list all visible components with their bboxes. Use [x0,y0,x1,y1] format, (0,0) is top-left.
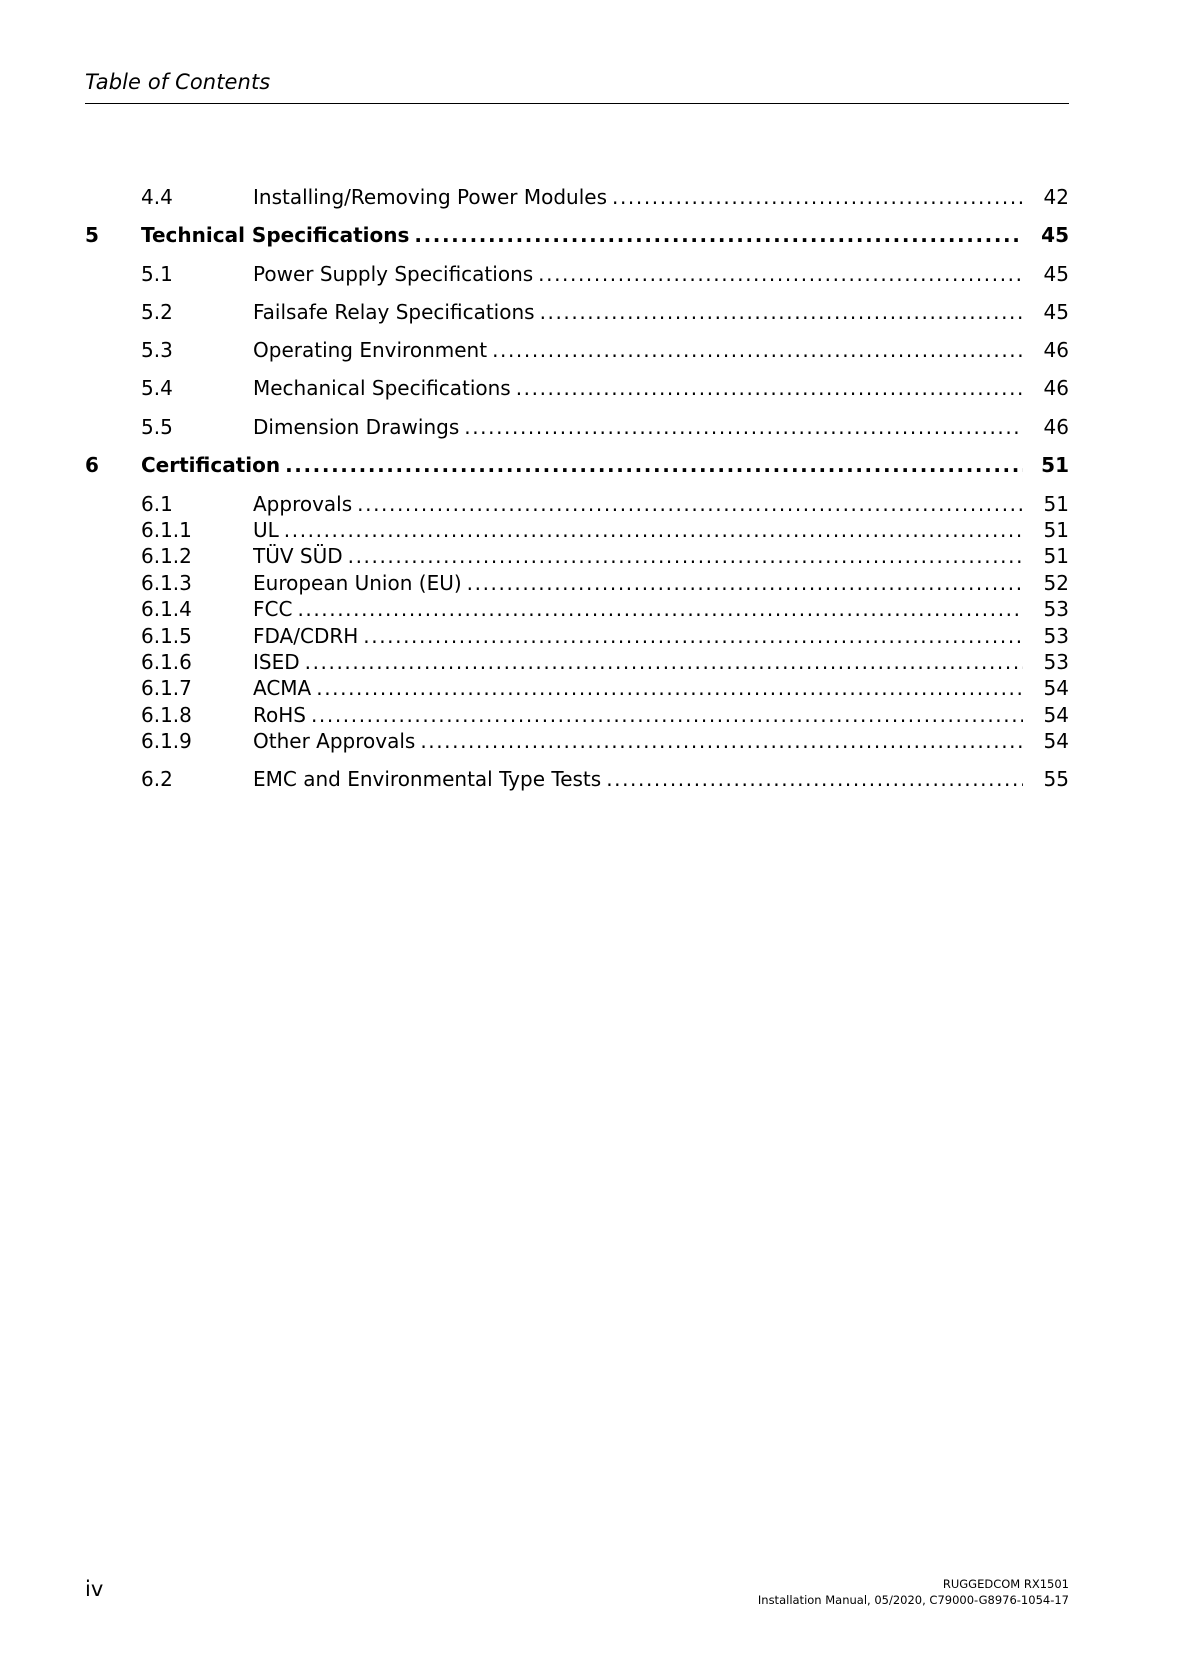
toc-entry-5-4[interactable] [85,374,1069,402]
toc-entry-title: TÜV SÜD [253,544,343,568]
toc-entry-6-1-3[interactable] [85,569,1069,597]
toc-entry-page: 45 [1043,300,1069,324]
toc-entry-6-1-9[interactable] [85,727,1069,755]
toc-leader-dots [538,260,1023,288]
toc-entry-page: 45 [1041,223,1069,247]
toc-entry-number: 6.1.7 [141,676,192,700]
toc-entry-number: 6.1.4 [141,597,192,621]
toc-entry-number: 6.1.8 [141,703,192,727]
toc-entry-page: 54 [1043,729,1069,753]
toc-entry-title: Failsafe Relay Specifications [253,300,535,324]
toc-entry-page: 51 [1043,492,1069,516]
toc-entry-title: FCC [253,597,293,621]
toc-entry-number: 5.4 [141,376,173,400]
toc-leader-dots [492,336,1023,364]
toc-chapter-6[interactable] [85,451,1069,479]
toc-leader-dots [612,183,1023,211]
toc-entry-6-1[interactable] [85,490,1069,518]
toc-entry-number: 6.1.9 [141,729,192,753]
toc-entry-6-1-2[interactable] [85,542,1069,570]
toc-entry-title: Technical Specifications [141,223,410,247]
toc-entry-page: 55 [1043,767,1069,791]
toc-entry-page: 46 [1043,376,1069,400]
toc-entry-5-2[interactable] [85,298,1069,326]
toc-entry-5-1[interactable] [85,260,1069,288]
toc-leader-dots [363,622,1023,650]
toc-entry-number: 6.2 [141,767,173,791]
toc-leader-dots [467,569,1023,597]
toc-entry-number: 5.1 [141,262,173,286]
footer-manual-info: Installation Manual, 05/2020, C79000-G8976-1054-17 [757,1593,1069,1607]
toc-entry-page: 51 [1043,544,1069,568]
toc-leader-dots [540,298,1023,326]
toc-leader-dots [285,451,1023,479]
toc-entry-number: 5.2 [141,300,173,324]
toc-leader-dots [311,701,1023,729]
toc-entry-title: Other Approvals [253,729,416,753]
toc-entry-title: UL [253,518,279,542]
toc-entry-number: 5 [85,223,99,247]
toc-leader-dots [284,516,1023,544]
toc-entry-title: European Union (EU) [253,571,462,595]
toc-entry-6-1-4[interactable] [85,595,1069,623]
toc-entry-page: 53 [1043,624,1069,648]
toc-entry-4-4[interactable] [85,183,1069,211]
page-header-title: Table of Contents [85,70,271,94]
toc-entry-6-1-6[interactable] [85,648,1069,676]
toc-entry-title: Operating Environment [253,338,488,362]
toc-entry-title: RoHS [253,703,306,727]
footer-page-number: iv [85,1577,104,1601]
toc-entry-6-1-7[interactable] [85,674,1069,702]
toc-entry-page: 46 [1043,338,1069,362]
toc-entry-page: 51 [1041,453,1069,477]
toc-leader-dots [348,542,1023,570]
toc-entry-number: 4.4 [141,185,173,209]
toc-entry-title: EMC and Environmental Type Tests [253,767,602,791]
toc-entry-number: 6.1 [141,492,173,516]
toc-entry-number: 6 [85,453,99,477]
toc-entry-5-3[interactable] [85,336,1069,364]
toc-entry-6-1-1[interactable] [85,516,1069,544]
toc-entry-number: 6.1.2 [141,544,192,568]
toc-leader-dots [316,674,1023,702]
toc-entry-page: 54 [1043,676,1069,700]
toc-entry-title: FDA/CDRH [253,624,359,648]
header-divider [85,103,1069,104]
toc-entry-number: 6.1.6 [141,650,192,674]
toc-leader-dots [414,221,1023,249]
toc-entry-title: Mechanical Specifications [253,376,511,400]
toc-entry-6-1-8[interactable] [85,701,1069,729]
toc-chapter-5[interactable] [85,221,1069,249]
toc-entry-page: 52 [1043,571,1069,595]
toc-entry-title: Installing/Removing Power Modules [253,185,607,209]
toc-leader-dots [357,490,1023,518]
toc-entry-title: Approvals [253,492,353,516]
toc-leader-dots [464,413,1023,441]
toc-entry-number: 6.1.1 [141,518,192,542]
toc-leader-dots [606,765,1023,793]
toc-entry-page: 54 [1043,703,1069,727]
toc-entry-title: ISED [253,650,300,674]
toc-entry-page: 45 [1043,262,1069,286]
toc-entry-6-2[interactable] [85,765,1069,793]
toc-entry-title: Power Supply Specifications [253,262,534,286]
toc-entry-number: 6.1.3 [141,571,192,595]
toc-leader-dots [420,727,1023,755]
toc-entry-title: Dimension Drawings [253,415,460,439]
toc-entry-number: 6.1.5 [141,624,192,648]
toc-entry-page: 53 [1043,597,1069,621]
toc-entry-page: 51 [1043,518,1069,542]
toc-entry-6-1-5[interactable] [85,622,1069,650]
toc-leader-dots [305,648,1023,676]
toc-entry-page: 46 [1043,415,1069,439]
toc-leader-dots [297,595,1023,623]
toc-entry-number: 5.5 [141,415,173,439]
toc-entry-title: ACMA [253,676,312,700]
footer-document-info [758,1576,1069,1608]
toc-entry-page: 42 [1043,185,1069,209]
toc-entry-page: 53 [1043,650,1069,674]
toc-entry-title: Certification [141,453,281,477]
toc-leader-dots [516,374,1023,402]
toc-entry-5-5[interactable] [85,413,1069,441]
footer-product-name: RUGGEDCOM RX1501 [942,1577,1069,1591]
toc-entry-number: 5.3 [141,338,173,362]
